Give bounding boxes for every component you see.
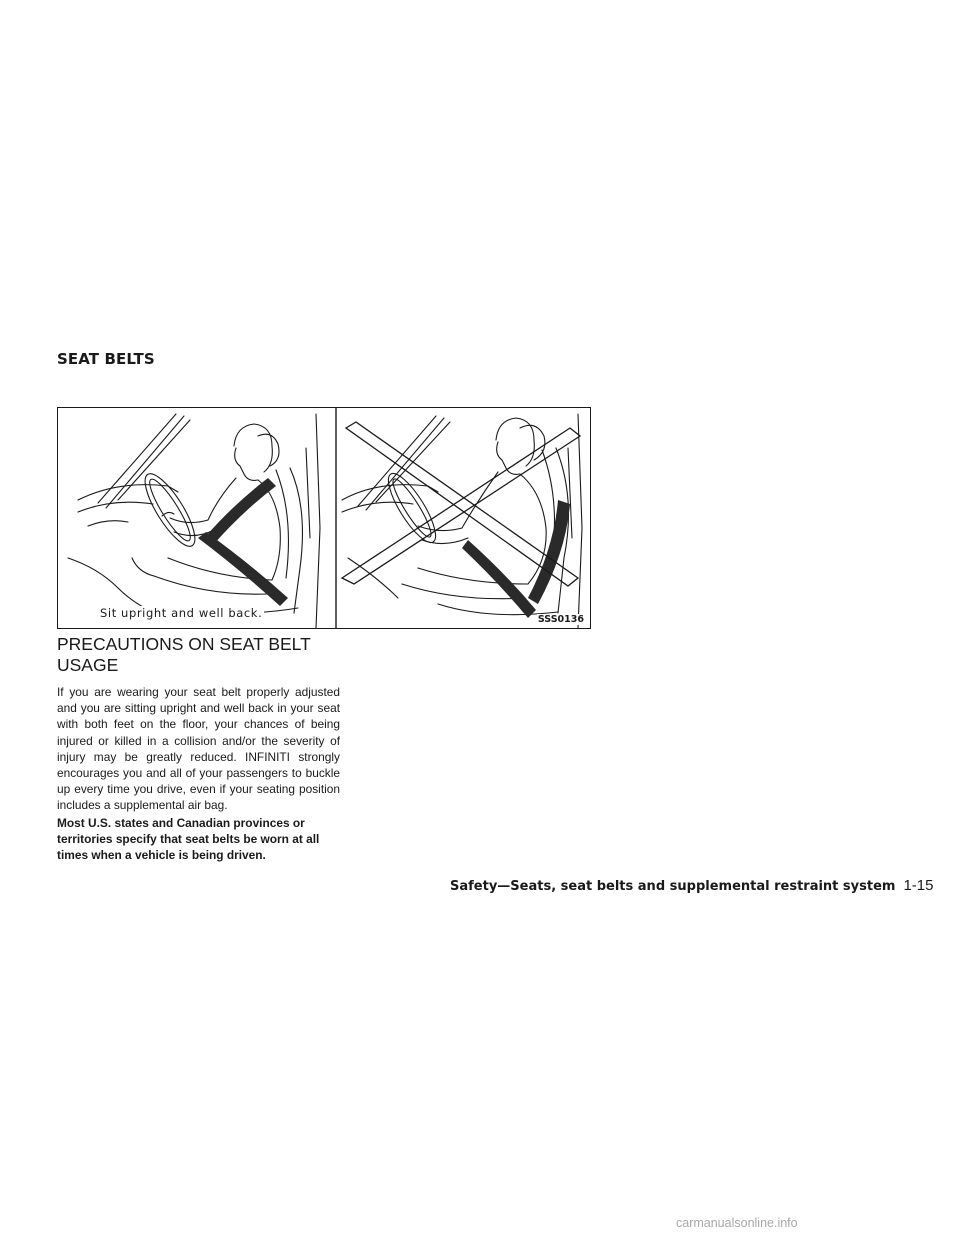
figure-caption: Sit upright and well back. — [100, 606, 263, 620]
section-heading: SEAT BELTS — [57, 350, 155, 368]
seat-belt-illustration — [57, 407, 591, 629]
footer-page-number: 1-15 — [903, 877, 934, 894]
precautions-body: If you are wearing your seat belt properly adjusted and you are sitting upright and well back in your seat with both feet on the floor, your chances of being injured or killed in a collision and/or the severity of injury may be greatly reduced. INFINITI strongly encourages you and all of your passengers to buckle up every time you drive, even if your seating position includes a supplemental air bag. — [57, 685, 340, 813]
precautions-heading: PRECAUTIONS ON SEAT BELT USAGE — [57, 634, 311, 675]
illustration-drawing — [58, 408, 591, 629]
page-footer — [450, 877, 934, 895]
watermark: carmanualsonline.info — [676, 1216, 798, 1230]
footer-chapter-title: Safety—Seats, seat belts and supplemental restraint system — [450, 879, 896, 894]
figure-code: SSS0136 — [537, 614, 584, 625]
precautions-bold-note: Most U.S. states and Canadian provinces or territories specify that seat belts be worn at all times when a vehicle is being driven. — [57, 816, 320, 863]
